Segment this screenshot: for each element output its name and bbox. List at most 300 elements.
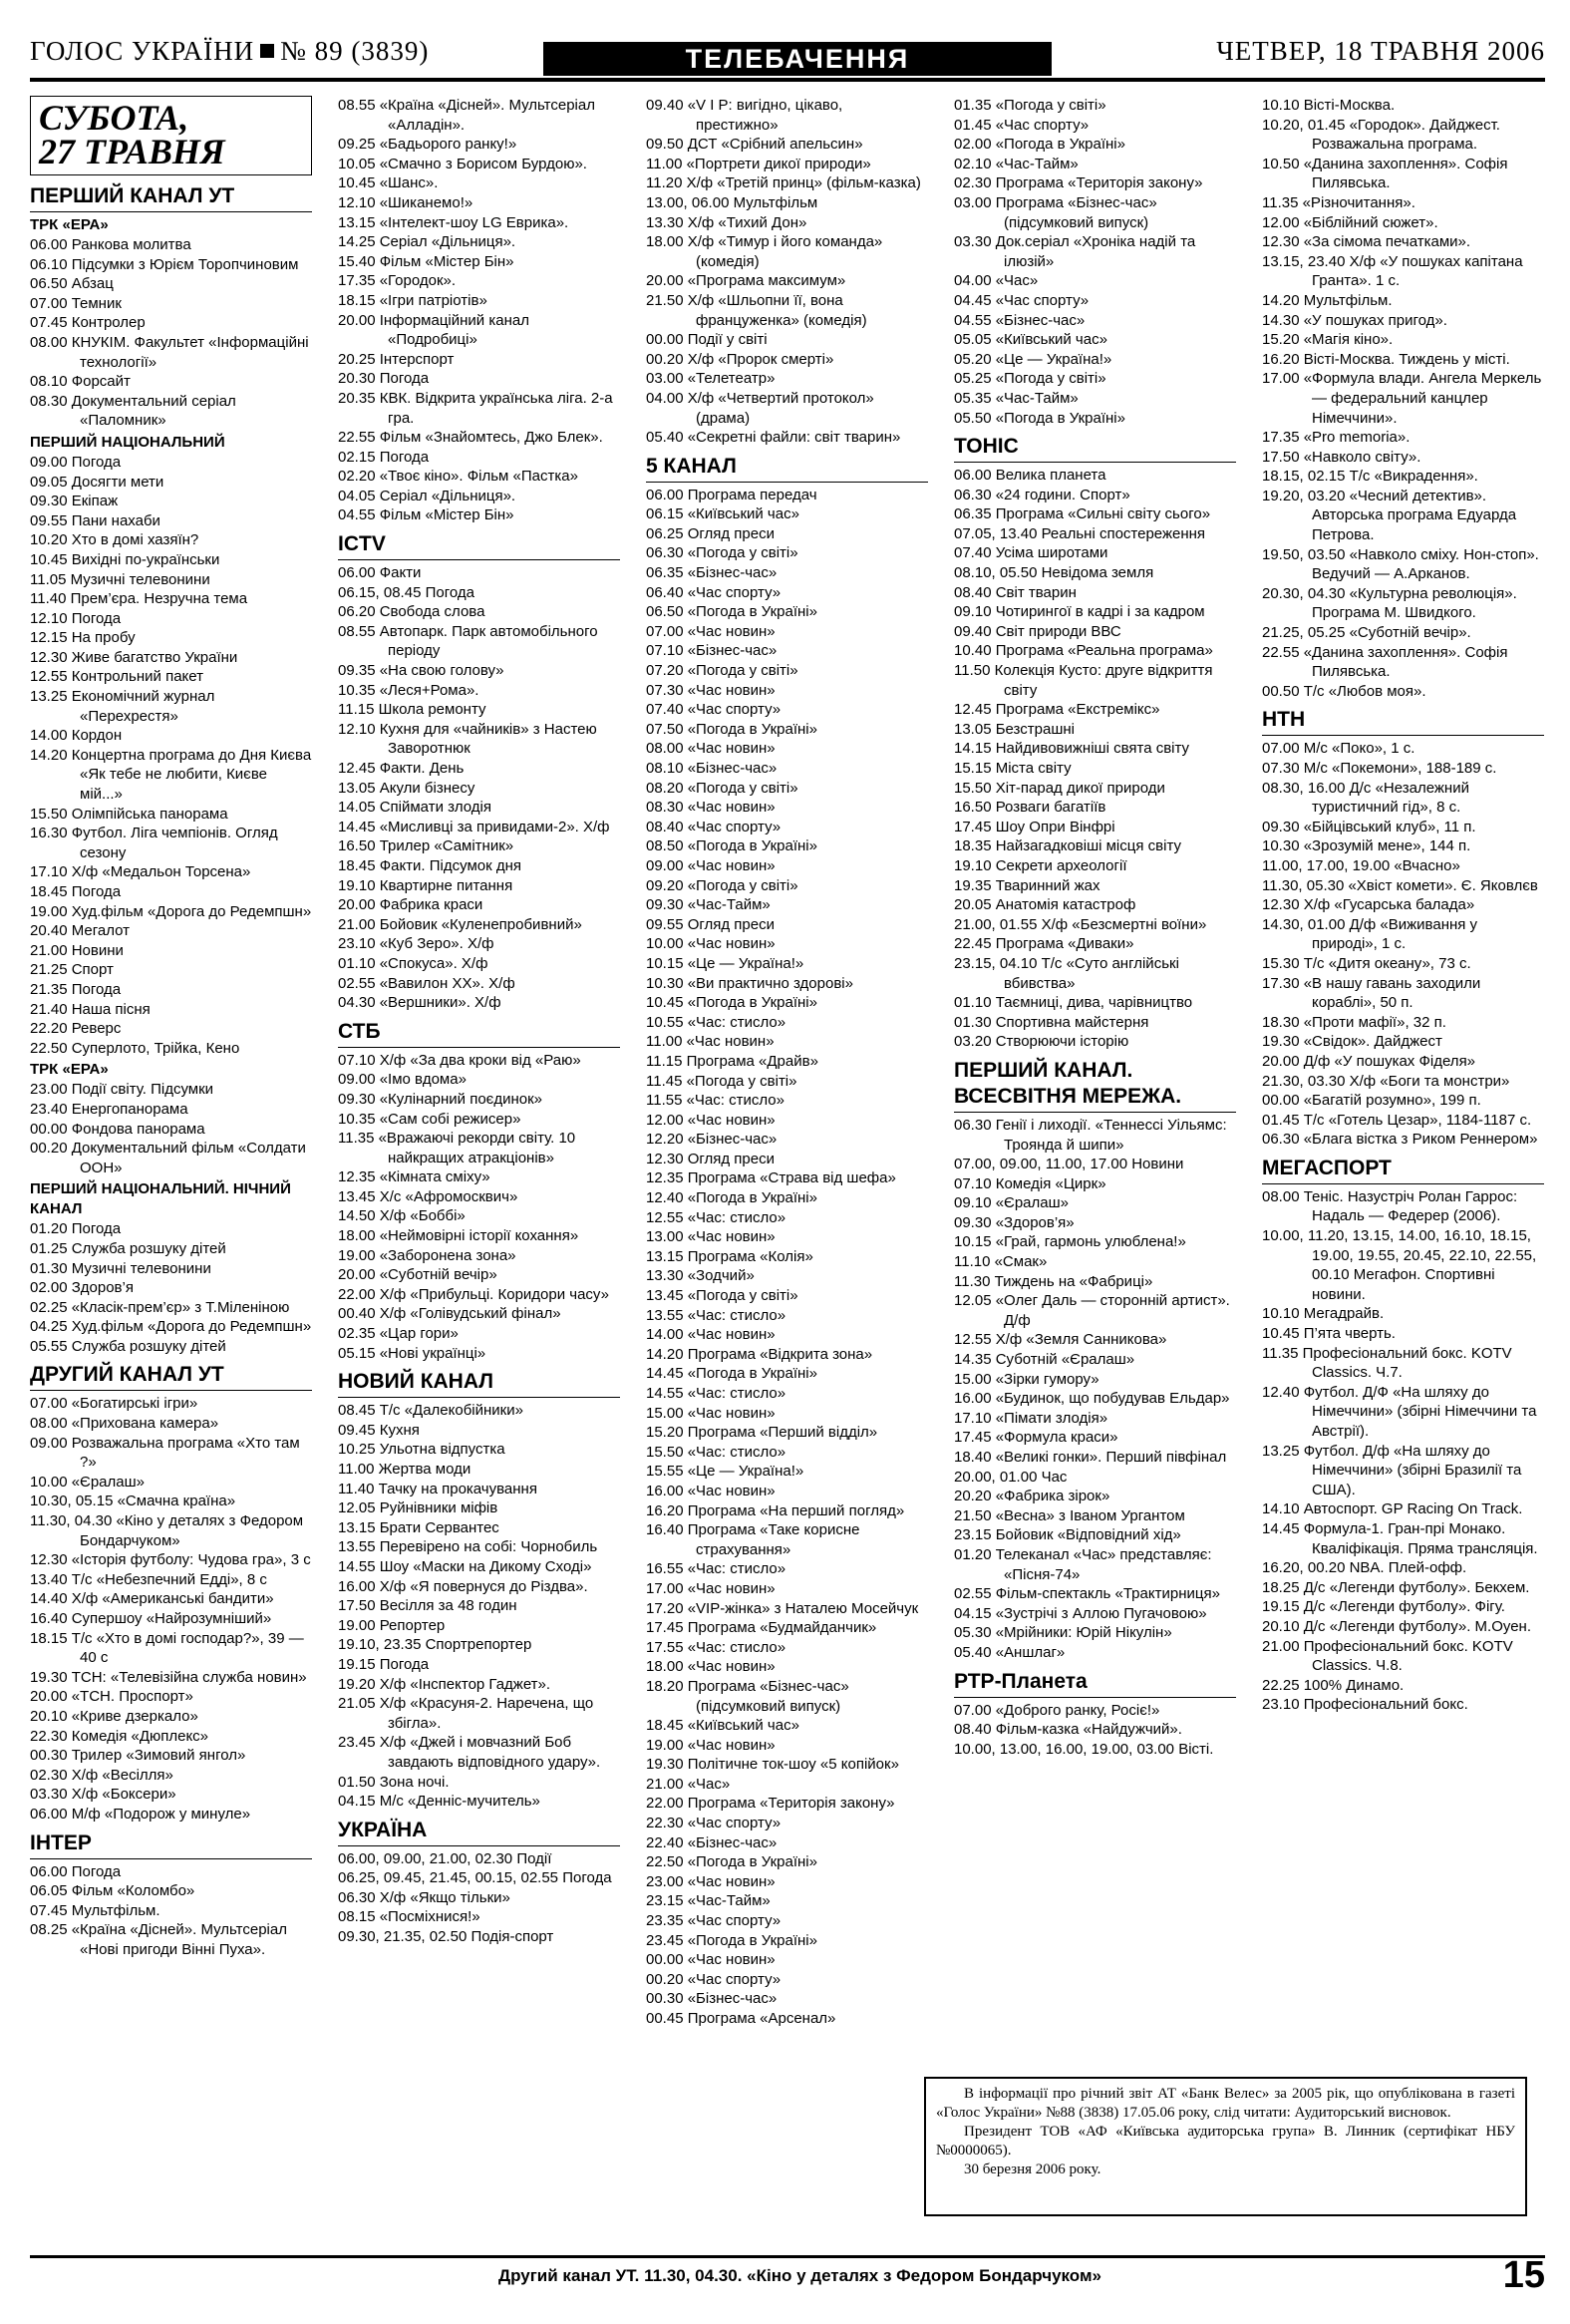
program-item: 13.15 Брати Сервантес — [338, 1518, 499, 1536]
program-item: 09.55 Пани нахаби — [30, 511, 160, 529]
program-item: 15.55 «Це — Україна!» — [646, 1463, 804, 1481]
program-item: 04.25 Худ.фільм «Дорога до Редемпшн» — [30, 1318, 312, 1336]
program-item: 09.10 Чотирингої в кадрі і за кадром — [954, 603, 1205, 621]
program-item: 15.40 Фільм «Містер Бін» — [338, 252, 514, 270]
program-item: 23.10 «Куб Зеро». Х/ф — [338, 935, 494, 953]
program-item: 23.00 «Час новин» — [646, 1872, 776, 1890]
program-item: 14.20 Мультфільм. — [1262, 291, 1393, 309]
program-item: 07.10 Комедія «Цирк» — [954, 1174, 1106, 1192]
program-item: 08.20 «Погода у світі» — [646, 779, 798, 797]
column-4-listing — [954, 96, 1236, 1759]
program-item: 14.45 Формула-1. Гран-прі Монако. Кваліфікація. Пряма трансляція. — [1262, 1519, 1538, 1557]
program-item: 11.30, 04.30 «Кіно у деталях з Федором Бондарчуком» — [30, 1512, 304, 1549]
program-item: 09.30 «Кулінарний поєдинок» — [338, 1090, 542, 1108]
program-item: 10.00, 13.00, 16.00, 19.00, 03.00 Вісті. — [954, 1740, 1214, 1758]
program-item: 04.15 «Зустрічі з Аллою Пугачовою» — [954, 1604, 1207, 1622]
channel-heading: ПЕРШИЙ КАНАЛ. ВСЕСВІТНЯ МЕРЕЖА. — [954, 1058, 1236, 1113]
notice-paragraph: 30 березня 2006 року. — [964, 2161, 1101, 2177]
program-item: 13.00 «Час новин» — [646, 1228, 776, 1246]
program-item: 12.10 «Шиканемо!» — [338, 193, 473, 211]
program-item: 12.30 «За сімома печатками». — [1262, 233, 1471, 251]
program-item: 19.20, 03.20 «Чесний детектив». Авторська програма Едуарда Петрова. — [1262, 487, 1517, 544]
column-4 — [954, 96, 1236, 2244]
program-item: 19.00 Худ.фільм «Дорога до Редемпшн» — [30, 902, 312, 920]
program-item: 01.35 «Погода у світі» — [954, 97, 1106, 114]
program-item: 12.05 «Олег Даль — сторонній артист». Д/ф — [954, 1292, 1230, 1329]
program-item: 23.00 Події світу. Підсумки — [30, 1081, 214, 1099]
program-item: 20.00, 01.00 Час — [954, 1468, 1068, 1486]
program-item: 16.20 Вісті-Москва. Тиждень у місті. — [1262, 350, 1510, 368]
program-item: 12.05 Руйнівники міфів — [338, 1499, 498, 1517]
program-item: 01.10 «Спокуса». Х/ф — [338, 954, 488, 972]
program-item: 14.25 Серіал «Дільниця». — [338, 233, 516, 251]
program-item: 00.00 Фондова панорама — [30, 1120, 205, 1138]
channel-heading: ПЕРШИЙ КАНАЛ УТ — [30, 183, 312, 212]
program-item: 20.00 «ТСН. Проспорт» — [30, 1688, 193, 1706]
program-item: 01.30 Спортивна майстерня — [954, 1013, 1149, 1031]
issue-date: ЧЕТВЕР, 18 ТРАВНЯ 2006 — [1216, 36, 1545, 66]
program-item: 21.00 Бойовик «Куленепробивний» — [338, 915, 582, 933]
program-item: 10.45 П’ята чверть. — [1262, 1325, 1396, 1343]
program-item: 06.00 М/ф «Подорож у минуле» — [30, 1805, 251, 1823]
program-item: 18.45 Погода — [30, 883, 122, 900]
program-item: 05.55 Служба розшуку дітей — [30, 1337, 226, 1355]
program-item: 14.35 Суботній «Єралаш» — [954, 1351, 1135, 1369]
program-item: 02.20 «Твоє кіно». Фільм «Пастка» — [338, 468, 578, 486]
program-item: 19.15 Погода — [338, 1655, 430, 1673]
program-item: 11.35 Професіональний бокс. KOTV Classics. Ч.7. — [1262, 1344, 1512, 1382]
program-item: 18.00 «Неймовірні історії кохання» — [338, 1227, 579, 1245]
program-item: 03.00 «Телетеатр» — [646, 370, 776, 388]
program-item: 14.20 Програма «Відкрита зона» — [646, 1345, 873, 1363]
program-item: 09.35 «На свою голову» — [338, 662, 504, 680]
program-item: 12.55 Контрольний пакет — [30, 668, 203, 686]
program-item: 11.15 Школа ремонту — [338, 701, 486, 719]
program-item: 07.20 «Погода у світі» — [646, 662, 798, 680]
notice-paragraph: В інформації про річний звіт АТ «Банк Велес» за 2005 рік, що опублікована в газеті «Голос України» №88 (3838) 17.05.06 року, слід читати: Аудиторський висновок. — [936, 2086, 1515, 2121]
program-item: 08.50 «Погода в Україні» — [646, 837, 817, 855]
program-item: 16.30 Футбол. Ліга чемпіонів. Огляд сезону — [30, 825, 278, 861]
program-item: 07.45 Мультфільм. — [30, 1901, 160, 1919]
program-item: 06.00 Програма передач — [646, 486, 817, 503]
program-item: 01.45 «Час спорту» — [954, 116, 1090, 134]
program-item: 13.40 Т/с «Небезпечний Едді», 8 с — [30, 1570, 267, 1588]
program-item: 00.20 Х/ф «Пророк смерті» — [646, 350, 834, 368]
program-item: 02.30 Х/ф «Весілля» — [30, 1766, 173, 1784]
program-item: 21.05 Х/ф «Красуня-2. Наречена, що збігла». — [338, 1695, 594, 1732]
program-item: 16.40 Програма «Таке корисне страхування» — [646, 1521, 860, 1558]
program-item: 02.55 Фільм-спектакль «Трактирниця» — [954, 1585, 1220, 1603]
program-item: 06.25 Огляд преси — [646, 524, 775, 542]
program-item: 21.00, 01.55 Х/ф «Безсмертні воїни» — [954, 915, 1207, 933]
program-item: 20.00 «Суботній вечір» — [338, 1266, 497, 1284]
program-item: 06.00 Факти — [338, 564, 422, 582]
program-item: 13.25 Економічний журнал «Перехрестя» — [30, 688, 215, 725]
program-item: 11.00 «Час новин» — [646, 1033, 775, 1051]
program-item: 00.20 «Час спорту» — [646, 1970, 782, 1988]
tv-schedule — [30, 96, 1545, 2244]
channel-heading: ICTV — [338, 531, 620, 560]
program-item: 04.00 Х/ф «Четвертий протокол» (драма) — [646, 389, 874, 427]
program-item: 12.30 «Історія футболу: Чудова гра», 3 с — [30, 1551, 311, 1569]
program-item: 06.10 Підсумки з Юрієм Торопчиновим — [30, 255, 299, 273]
section-title: ТЕЛЕБАЧЕННЯ — [543, 42, 1052, 76]
program-item: 08.30 Документальний серіал «Паломник» — [30, 392, 236, 430]
program-item: 19.50, 03.50 «Навколо сміху. Нон-стоп». Ведучий — А.Арканов. — [1262, 545, 1539, 583]
program-item: 10.55 «Час: стисло» — [646, 1013, 786, 1031]
program-item: 10.00 «Єралаш» — [30, 1473, 145, 1491]
program-item: 18.35 Найзагадковіші місця світу — [954, 837, 1181, 855]
program-item: 06.20 Свобода слова — [338, 603, 485, 621]
column-2-listing — [338, 96, 620, 1947]
program-item: 09.00 Погода — [30, 453, 122, 471]
program-item: 08.30 «Час новин» — [646, 799, 776, 817]
program-item: 10.00 «Час новин» — [646, 935, 776, 953]
program-item: 04.05 Серіал «Дільниця». — [338, 487, 516, 504]
channel-heading: УКРАЇНА — [338, 1818, 620, 1846]
program-item: 02.00 Здоров’я — [30, 1279, 134, 1297]
program-item: 11.00, 17.00, 19.00 «Вчасно» — [1262, 856, 1460, 874]
program-item: 18.45 Факти. Підсумок дня — [338, 856, 522, 874]
program-item: 18.45 «Київський час» — [646, 1717, 799, 1735]
program-item: 09.30 «Бійцівський клуб», 11 п. — [1262, 818, 1476, 835]
program-item: 21.50 Х/ф «Шльопни її, вона француженка» (комедія) — [646, 291, 867, 329]
program-item: 15.50 Хіт-парад дикої природи — [954, 779, 1165, 797]
program-item: 19.35 Тваринний жах — [954, 876, 1100, 894]
program-item: 21.25, 05.25 «Суботній вечір». — [1262, 624, 1471, 642]
program-item: 17.35 «Pro memoria». — [1262, 429, 1411, 447]
program-item: 12.20 «Бізнес-час» — [646, 1131, 778, 1149]
program-item: 10.40 Програма «Реальна програма» — [954, 642, 1213, 660]
program-item: 05.40 «Секретні файли: світ тварин» — [646, 429, 901, 447]
program-item: 12.45 Факти. День — [338, 760, 465, 777]
program-item: 00.45 Програма «Арсенал» — [646, 2010, 836, 2027]
program-item: 06.15 «Київський час» — [646, 505, 799, 523]
program-item: 20.00 «Програма максимум» — [646, 272, 846, 290]
program-item: 10.45 «Шанс». — [338, 174, 439, 192]
program-item: 17.45 «Формула краси» — [954, 1429, 1118, 1447]
program-item: 07.30 М/с «Покемони», 188-189 с. — [1262, 760, 1497, 777]
program-item: 20.40 Мегалот — [30, 922, 130, 940]
program-item: 16.00 Х/ф «Я повернуся до Різдва». — [338, 1577, 588, 1595]
program-item: 08.10 «Бізнес-час» — [646, 760, 778, 777]
program-item: 13.15 Програма «Колія» — [646, 1247, 813, 1265]
program-item: 20.10 «Криве дзеркало» — [30, 1707, 198, 1725]
program-item: 17.50 «Навколо світу». — [1262, 448, 1421, 466]
program-item: 11.15 Програма «Драйв» — [646, 1052, 818, 1070]
program-item: 14.00 Кордон — [30, 727, 123, 745]
program-item: 09.55 Огляд преси — [646, 915, 775, 933]
program-item: 05.35 «Час-Тайм» — [954, 389, 1079, 407]
program-item: 14.15 Найдивовижніші свята світу — [954, 740, 1190, 758]
program-item: 04.55 Фільм «Містер Бін» — [338, 506, 514, 524]
program-item: 20.35 КВК. Відкрита українська ліга. 2-а гра. — [338, 389, 613, 427]
program-item: 05.05 «Київський час» — [954, 331, 1107, 349]
program-item: 00.40 Х/ф «Голівудський фінал» — [338, 1305, 561, 1323]
program-item: 23.15 Бойовик «Відповідний хід» — [954, 1526, 1181, 1544]
program-item: 03.30 Док.серіал «Хроніка надій та ілюзій» — [954, 233, 1196, 270]
program-item: 06.30 «Блага вістка з Риком Реннером» — [1262, 1131, 1538, 1149]
program-item: 19.30 ТСН: «Телевізійна служба новин» — [30, 1668, 307, 1686]
channel-heading: СТБ — [338, 1019, 620, 1048]
page-header — [30, 28, 1545, 82]
program-item: 13.30 Х/ф «Тихий Дон» — [646, 213, 807, 231]
program-item: 14.05 Спіймати злодія — [338, 799, 491, 817]
program-item: 10.15 «Грай, гармонь улюблена!» — [954, 1233, 1186, 1251]
program-item: 12.15 На пробу — [30, 629, 136, 647]
program-item: 10.20 Хто в домі хазяїн? — [30, 531, 199, 549]
program-item: 06.40 «Час спорту» — [646, 583, 782, 601]
channel-heading: НОВИЙ КАНАЛ — [338, 1369, 620, 1398]
program-item: 06.00, 09.00, 21.00, 02.30 Події — [338, 1849, 552, 1867]
program-item: 17.55 «Час: стисло» — [646, 1638, 786, 1656]
program-item: 00.50 Т/с «Любов моя». — [1262, 682, 1426, 700]
program-item: 09.40 Світ природи ВВС — [954, 622, 1121, 640]
program-item: 06.15, 08.45 Погода — [338, 583, 474, 601]
program-item: 14.10 Автоспорт. GP Racing On Track. — [1262, 1500, 1523, 1518]
program-item: 04.15 М/с «Денніс-мучитель» — [338, 1793, 540, 1811]
program-item: 23.45 Х/ф «Джей і мовчазний Боб завдають відповідного удару». — [338, 1734, 601, 1771]
program-item: 23.15, 04.10 Т/с «Суто англійські вбивства» — [954, 954, 1179, 992]
program-item: 17.10 Х/ф «Медальон Торсена» — [30, 863, 251, 881]
program-item: 09.00 «Час новин» — [646, 856, 776, 874]
program-item: 08.40 «Час спорту» — [646, 818, 782, 835]
program-item: 02.00 «Погода в Україні» — [954, 136, 1125, 154]
program-item: 23.10 Професіональний бокс. — [1262, 1696, 1468, 1714]
program-item: 15.00 «Зірки гумору» — [954, 1370, 1099, 1388]
program-item: 12.40 Футбол. Д/Ф «На шляху до Німеччини» (збірні Німеччини та Австрії). — [1262, 1383, 1537, 1440]
program-item: 04.55 «Бізнес-час» — [954, 311, 1086, 329]
column-1-listing — [30, 183, 312, 1960]
program-item: 13.25 Футбол. Д/ф «На шляху до Німеччини» (збірні Бразилії та США). — [1262, 1442, 1522, 1498]
program-item: 09.40 «V I P: вигідно, цікаво, престижно» — [646, 97, 843, 134]
program-item: 15.50 Олімпійська панорама — [30, 805, 228, 823]
program-item: 01.10 Таємниці, дива, чарівництво — [954, 994, 1193, 1012]
program-item: 16.50 Розваги багатіїв — [954, 799, 1106, 817]
program-item: 06.30 Генії і лиходії. «Теннессі Уільямс: Троянда й шипи» — [954, 1116, 1227, 1154]
program-item: 17.20 «VIP-жінка» з Наталею Мосейчук — [646, 1599, 919, 1617]
program-item: 00.00 «Багатій розумно», 199 п. — [1262, 1092, 1481, 1110]
program-item: 20.00 Фабрика краси — [338, 896, 483, 914]
program-item: 23.35 «Час спорту» — [646, 1912, 782, 1930]
program-item: 07.00, 09.00, 11.00, 17.00 Новини — [954, 1156, 1184, 1173]
program-item: 11.00 Жертва моди — [338, 1461, 471, 1478]
program-item: 10.10 Вісті-Москва. — [1262, 97, 1396, 114]
program-item: 07.40 «Час спорту» — [646, 701, 782, 719]
program-item: 22.55 Фільм «Знайомтесь, Джо Блек». — [338, 429, 603, 447]
program-item: 17.30 «В нашу гавань заходили кораблі», 50 п. — [1262, 974, 1481, 1012]
program-item: 14.30, 01.00 Д/ф «Виживання у природі», 1 с. — [1262, 915, 1478, 953]
program-item: 11.40 Прем’єра. Незручна тема — [30, 590, 248, 608]
program-item: 13.05 Акули бізнесу — [338, 779, 475, 797]
program-item: 10.50 «Данина захоплення». Софія Пилявська. — [1262, 155, 1508, 192]
column-5 — [1262, 96, 1544, 2244]
program-item: 08.40 Фільм-казка «Найдужчий». — [954, 1721, 1182, 1739]
program-item: 16.00 «Будинок, що побудував Ельдар» — [954, 1390, 1230, 1408]
program-item: 19.10, 23.35 Спортрепортер — [338, 1636, 532, 1654]
channel-heading: ІНТЕР — [30, 1830, 312, 1859]
program-item: 10.35 «Сам собі режисер» — [338, 1110, 521, 1128]
channel-heading: РТР-Планета — [954, 1669, 1236, 1698]
program-item: 18.15 Т/с «Хто в домі господар?», 39 — 40 с — [30, 1629, 304, 1667]
program-item: 11.35 «Вражаючі рекорди світу. 10 найкращих атракціонів» — [338, 1130, 576, 1166]
program-item: 21.00 Новини — [30, 941, 124, 959]
day-heading — [30, 96, 312, 175]
program-item: 12.30 Живе багатство України — [30, 648, 238, 666]
column-1 — [30, 96, 312, 2244]
program-item: 06.05 Фільм «Коломбо» — [30, 1882, 195, 1900]
program-item: 12.30 Огляд преси — [646, 1150, 775, 1167]
program-item: 06.35 «Бізнес-час» — [646, 564, 778, 582]
program-item: 01.20 Телеканал «Час» представляє: «Пісня-74» — [954, 1545, 1212, 1583]
program-item: 02.35 «Цар гори» — [338, 1325, 459, 1343]
program-item: 06.50 Абзац — [30, 275, 114, 293]
program-item: 22.50 Суперлото, Трійка, Кено — [30, 1039, 240, 1057]
notice-paragraph: Президент ТОВ «АФ «Київська аудиторська група» В. Линник (сертифікат НБУ №0000065). — [936, 2124, 1515, 2158]
program-item: 22.20 Реверс — [30, 1020, 122, 1038]
program-item: 22.30 «Час спорту» — [646, 1815, 782, 1832]
program-item: 05.15 «Нові українці» — [338, 1344, 486, 1362]
program-item: 09.30 Екіпаж — [30, 493, 119, 510]
program-item: 06.30 «Погода у світі» — [646, 544, 798, 562]
program-item: 00.00 «Час новин» — [646, 1951, 776, 1969]
program-item: 22.45 Програма «Диваки» — [954, 935, 1134, 953]
program-item: 06.30 Х/ф «Якщо тільки» — [338, 1888, 510, 1906]
program-item: 22.50 «Погода в Україні» — [646, 1853, 817, 1871]
page-footer — [30, 2255, 1545, 2308]
program-item: 06.50 «Погода в Україні» — [646, 603, 817, 621]
program-item: 09.05 Досягти мети — [30, 473, 164, 491]
program-item: 07.30 «Час новин» — [646, 681, 776, 699]
program-item: 06.35 Програма «Сильні світу сього» — [954, 505, 1211, 523]
program-item: 23.40 Енергопанорама — [30, 1100, 188, 1118]
program-item: 19.00 «Час новин» — [646, 1736, 776, 1754]
program-item: 12.30 Х/ф «Гусарська балада» — [1262, 896, 1475, 914]
channel-subheading: ПЕРШИЙ НАЦІОНАЛЬНИЙ. НІЧНИЙ КАНАЛ — [30, 1180, 291, 1218]
program-item: 11.40 Тачку на прокачування — [338, 1480, 537, 1497]
program-item: 21.25 Спорт — [30, 961, 114, 979]
program-item: 07.00 «Час новин» — [646, 622, 776, 640]
day-date: 27 ТРАВНЯ — [39, 132, 225, 171]
column-5-listing — [1262, 96, 1544, 1715]
program-item: 15.50 «Час: стисло» — [646, 1443, 786, 1461]
program-item: 14.45 «Мисливці за привидами-2». Х/ф — [338, 818, 610, 835]
program-item: 11.20 Х/ф «Третій принц» (фільм-казка) — [646, 174, 921, 192]
program-item: 21.50 «Весна» з Іваном Ургантом — [954, 1506, 1185, 1524]
program-item: 21.30, 03.30 Х/ф «Боги та монстри» — [1262, 1072, 1510, 1090]
program-item: 07.00 Темник — [30, 294, 122, 312]
program-item: 20.10 Д/с «Легенди футболу». М.Оуен. — [1262, 1617, 1531, 1635]
program-item: 12.55 «Час: стисло» — [646, 1208, 786, 1226]
program-item: 05.20 «Це — Україна!» — [954, 350, 1112, 368]
program-item: 17.00 «Час новин» — [646, 1579, 776, 1597]
program-item: 10.05 «Смачно з Борисом Бурдою». — [338, 155, 587, 172]
program-item: 00.30 Трилер «Зимовий янгол» — [30, 1747, 246, 1765]
program-item: 08.45 Т/с «Далекобійники» — [338, 1402, 523, 1420]
program-item: 18.30 «Проти мафії», 32 п. — [1262, 1013, 1446, 1031]
program-item: 04.00 «Час» — [954, 272, 1039, 290]
program-item: 18.15, 02.15 Т/с «Викрадення». — [1262, 468, 1478, 486]
program-item: 14.30 «У пошуках пригод». — [1262, 311, 1447, 329]
program-item: 17.10 «Пімати злодія» — [954, 1409, 1108, 1427]
program-item: 21.35 Погода — [30, 980, 122, 998]
program-item: 12.40 «Погода в Україні» — [646, 1189, 817, 1207]
program-item: 19.15 Д/с «Легенди футболу». Фігу. — [1262, 1598, 1505, 1616]
program-item: 22.00 Програма «Територія закону» — [646, 1795, 895, 1813]
program-item: 05.25 «Погода у світі» — [954, 370, 1106, 388]
program-item: 08.00 «Прихована камера» — [30, 1415, 219, 1433]
program-item: 08.10 Форсайт — [30, 373, 131, 391]
program-item: 12.00 «Час новин» — [646, 1111, 776, 1129]
program-item: 09.45 Кухня — [338, 1421, 420, 1439]
program-item: 12.35 Програма «Страва від шефа» — [646, 1169, 896, 1187]
newspaper-name — [30, 36, 429, 67]
program-item: 02.10 «Час-Тайм» — [954, 155, 1079, 172]
program-item: 19.30 «Свідок». Дайджест — [1262, 1033, 1442, 1051]
program-item: 05.40 «Аншлаг» — [954, 1643, 1066, 1661]
program-item: 03.00 Програма «Бізнес-час» (підсумковий випуск) — [954, 193, 1157, 231]
program-item: 22.00 Х/ф «Прибульці. Коридори часу» — [338, 1285, 609, 1303]
day-name: СУБОТА, — [39, 98, 189, 138]
program-item: 13.30 «Зодчий» — [646, 1267, 755, 1285]
program-item: 05.50 «Погода в Україні» — [954, 409, 1125, 427]
program-item: 22.30 Комедія «Дюплекс» — [30, 1727, 209, 1745]
channel-heading: НТН — [1262, 707, 1544, 736]
program-item: 14.40 Х/ф «Американські бандити» — [30, 1590, 274, 1608]
program-item: 16.20 Програма «На перший погляд» — [646, 1501, 905, 1519]
program-item: 17.50 Весілля за 48 годин — [338, 1597, 517, 1615]
program-item: 14.45 «Погода в Україні» — [646, 1365, 817, 1383]
program-item: 11.05 Музичні телевонини — [30, 570, 210, 588]
footer-teaser: Другий канал УТ. 11.30, 04.30. «Кіно у деталях з Федором Бондарчуком» — [498, 2266, 1102, 2285]
program-item: 09.10 «Єралаш» — [954, 1194, 1069, 1212]
program-item: 16.20, 00.20 NBA. Плей-офф. — [1262, 1559, 1467, 1577]
channel-heading: ТОНІС — [954, 434, 1236, 463]
program-item: 20.30 Погода — [338, 370, 430, 388]
program-item: 10.30 «Ви практично здорові» — [646, 974, 853, 992]
program-item: 03.30 Х/ф «Боксери» — [30, 1786, 176, 1804]
program-item: 09.00 Розважальна програма «Хто там ?» — [30, 1434, 300, 1472]
program-item: 06.25, 09.45, 21.45, 00.15, 02.55 Погода — [338, 1869, 612, 1887]
program-item: 07.45 Контролер — [30, 314, 146, 332]
program-item: 05.30 «Мрійники: Юрій Нікулін» — [954, 1624, 1172, 1642]
program-item: 07.00 «Богатирські ігри» — [30, 1395, 198, 1413]
channel-heading: ДРУГИЙ КАНАЛ УТ — [30, 1362, 312, 1391]
program-item: 15.20 Програма «Перший відділ» — [646, 1424, 878, 1442]
program-item: 20.05 Анатомія катастроф — [954, 896, 1136, 914]
program-item: 08.40 Світ тварин — [954, 583, 1077, 601]
program-item: 06.30 «24 години. Спорт» — [954, 486, 1130, 503]
program-item: 17.45 Шоу Опри Вінфрі — [954, 818, 1115, 835]
program-item: 06.00 Ранкова молитва — [30, 236, 191, 253]
program-item: 10.15 «Це — Україна!» — [646, 954, 804, 972]
channel-subheading: ТРК «ЕРА» — [30, 216, 109, 233]
program-item: 08.55 Автопарк. Парк автомобільного періоду — [338, 622, 598, 660]
program-item: 08.00 Теніс. Назустріч Ролан Гаррос: Надаль — Федерер (2006). — [1262, 1187, 1518, 1225]
program-item: 20.00 Д/ф «У пошуках Фіделя» — [1262, 1052, 1476, 1070]
program-item: 08.55 «Країна «Дісней». Мультсеріал «Алладін». — [338, 97, 595, 134]
column-2 — [338, 96, 620, 2244]
program-item: 14.55 «Час: стисло» — [646, 1385, 786, 1402]
program-item: 01.45 Т/с «Готель Цезар», 1184-1187 с. — [1262, 1111, 1532, 1129]
program-item: 20.20 «Фабрика зірок» — [954, 1488, 1110, 1505]
program-item: 09.30 «Час-Тайм» — [646, 896, 771, 914]
program-item: 19.30 Політичне ток-шоу «5 копійок» — [646, 1756, 899, 1774]
program-item: 01.20 Погода — [30, 1220, 122, 1238]
program-item: 19.20 Х/ф «Інспектор Гаджет». — [338, 1675, 551, 1693]
program-item: 14.20 Концертна програма до Дня Києва «Як тебе не любити, Києве мій...» — [30, 746, 312, 804]
program-item: 02.25 «Класік-прем’єр» з Т.Міленіною — [30, 1298, 290, 1316]
